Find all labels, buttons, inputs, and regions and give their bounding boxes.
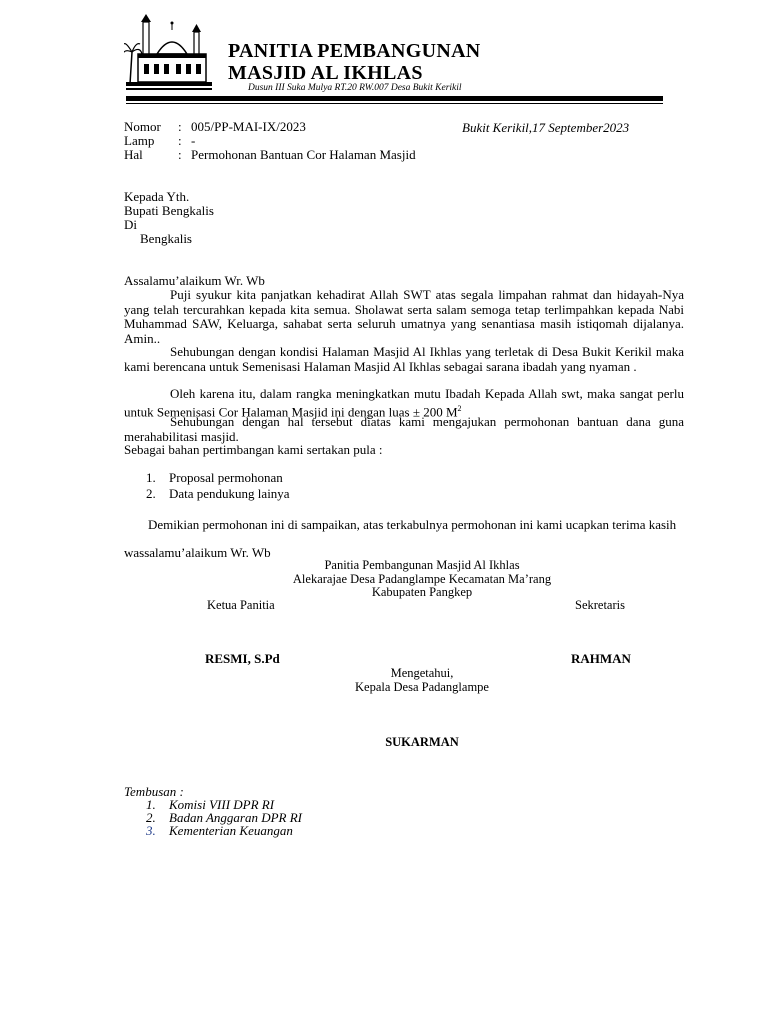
recipient-line1: Kepada Yth. bbox=[124, 189, 190, 204]
letterhead-title-line1: PANITIA PEMBANGUNAN bbox=[228, 40, 481, 62]
chair-title: Ketua Panitia bbox=[207, 598, 275, 612]
paragraph-2-text: Sehubungan dengan kondisi Halaman Masjid Al Ikhlas yang terletak di Desa Bukit Kerikil maka kami berencana untuk Semenisasi Halaman Masjid Al Ikhlas sebagai sarana ibadah yang nyaman . bbox=[124, 344, 684, 374]
letterhead-rule bbox=[126, 96, 663, 101]
village-head-name: SUKARMAN bbox=[385, 735, 459, 749]
closing-salam: wassalamu’alaikum Wr. Wb bbox=[124, 545, 271, 560]
cc-number-2: 2. bbox=[146, 810, 156, 825]
cc-label: Tembusan : bbox=[124, 784, 184, 799]
cc-item: Kementerian Keuangan bbox=[169, 823, 293, 838]
attachment-number-1: 1. bbox=[146, 470, 156, 485]
hal-value: Permohonan Bantuan Cor Halaman Masjid bbox=[191, 147, 416, 162]
nomor-colon: : bbox=[178, 119, 182, 134]
letterhead-rule-thin bbox=[126, 103, 663, 104]
mosque-logo bbox=[124, 14, 214, 96]
recipient-line4: Bengkalis bbox=[140, 231, 192, 246]
secretary-title: Sekretaris bbox=[575, 598, 625, 612]
lamp-colon: : bbox=[178, 133, 182, 148]
superscript-2: 2 bbox=[457, 403, 462, 413]
chair-name: RESMI, S.Pd bbox=[205, 651, 280, 666]
signature-org-line3: Kabupaten Pangkep bbox=[371, 585, 473, 599]
paragraph-1 bbox=[124, 288, 684, 346]
secretary-name: RAHMAN bbox=[571, 651, 631, 666]
signature-org-line2: Alekarajae Desa Padanglampe Kecamatan Ma’rang bbox=[292, 572, 552, 586]
lamp-label: Lamp bbox=[124, 133, 155, 148]
paragraph-3-text: Oleh karena itu, dalam rangka meningkatkan mutu Ibadah Kepada Allah swt, maka sangat perlu untuk Semenisasi Cor Halaman Masjid ini dengan luas ± 200 M bbox=[124, 386, 684, 419]
cc-item: Komisi VIII DPR RI bbox=[169, 797, 275, 812]
letterhead-title-line2: MASJID AL IKHLAS bbox=[228, 62, 423, 84]
acknowledge-label: Mengetahui, bbox=[390, 666, 454, 680]
attachment-item: Proposal permohonan bbox=[169, 470, 283, 485]
lamp-value: - bbox=[191, 133, 196, 148]
hal-label: Hal bbox=[124, 147, 143, 162]
signature-org-line1: Panitia Pembangunan Masjid Al Ikhlas bbox=[324, 558, 520, 572]
hal-colon: : bbox=[178, 147, 182, 162]
paragraph-5: Sebagai bahan pertimbangan kami sertakan pula : bbox=[124, 442, 383, 457]
cc-number-1: 1. bbox=[146, 797, 156, 812]
nomor-value: 005/PP-MAI-IX/2023 bbox=[191, 119, 306, 134]
recipient-line2: Bupati Bengkalis bbox=[124, 203, 214, 218]
closing-paragraph bbox=[124, 518, 684, 533]
village-head-title: Kepala Desa Padanglampe bbox=[355, 680, 489, 694]
recipient-line3: Di bbox=[124, 217, 137, 232]
attachment-number-2: 2. bbox=[146, 486, 156, 501]
place-date: Bukit Kerikil,17 September2023 bbox=[462, 120, 630, 135]
paragraph-4 bbox=[124, 415, 684, 444]
paragraph-2 bbox=[124, 345, 684, 374]
nomor-label: Nomor bbox=[124, 119, 161, 134]
letterhead-address: Dusun III Suka Mulya RT.20 RW.007 Desa Bukit Kerikil bbox=[248, 83, 462, 93]
paragraph-1-text: Puji syukur kita panjatkan kehadirat Allah SWT atas segala limpahan rahmat dan hidayah-Nya yang telah tercurahkan kepada kita semua. Sholawat serta salam semoga tetap terlimpahkan kepada Nabi Muhammad SAW, Keluarga, sahabat serta seluruh umatnya yang senantiasa masih istiqomah dijalanya. Amin.. bbox=[124, 287, 684, 346]
greeting: Assalamu’alaikum Wr. Wb bbox=[124, 273, 265, 288]
cc-number-3: 3. bbox=[146, 823, 156, 838]
paragraph-4-text: Sehubungan dengan hal tersebut diatas kami mengajukan permohonan bantuan dana guna merahabilitasi masjid. bbox=[124, 414, 684, 444]
closing-text: Demikian permohonan ini di sampaikan, atas terkabulnya permohonan ini kami ucapkan terima kasih bbox=[148, 517, 677, 532]
cc-item: Badan Anggaran DPR RI bbox=[169, 810, 302, 825]
attachment-item: Data pendukung lainya bbox=[169, 486, 290, 501]
